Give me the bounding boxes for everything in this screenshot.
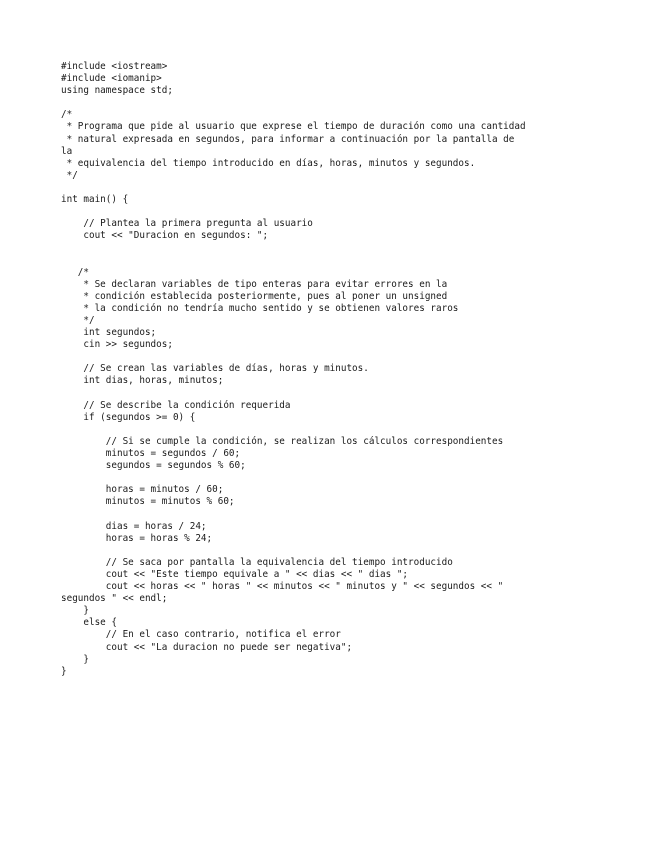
code-line: cout << "Duracion en segundos: ";	[61, 230, 269, 242]
code-line: else {	[61, 617, 117, 629]
code-line: minutos = segundos / 60;	[61, 448, 241, 459]
code-line: }	[61, 653, 89, 665]
code-line: horas = horas % 24;	[61, 532, 213, 544]
code-line: // Plantea la primera pregunta al usuario	[61, 218, 313, 230]
code-line: // Se crean las variables de días, horas y minutos.	[61, 363, 369, 375]
code-line	[61, 351, 526, 363]
code-line: int main() {	[61, 194, 129, 206]
code-line: using namespace std;	[61, 85, 173, 97]
code-line: */	[61, 169, 78, 181]
code-line: }	[61, 665, 67, 677]
code-line: int segundos;	[61, 327, 157, 339]
code-line: minutos = minutos % 60;	[61, 496, 235, 508]
code-line: // Se saca por pantalla la equivalencia del tiempo introducido	[61, 556, 453, 568]
code-line: }	[61, 605, 89, 617]
code-line: cin >> segundos;	[61, 339, 173, 351]
code-line: // En el caso contrario, notifica el error	[61, 629, 341, 641]
code-line	[61, 97, 526, 109]
code-listing	[61, 61, 526, 678]
code-line: * Programa que pide al usuario que exprese el tiempo de duración como una cantidad	[61, 121, 526, 133]
code-line: dias = horas / 24;	[61, 520, 207, 532]
code-line: #include <iostream>	[61, 61, 168, 72]
code-line: * condición establecida posteriormente, pues al poner un unsigned	[61, 290, 448, 302]
code-line: la	[61, 145, 73, 157]
code-line	[61, 508, 526, 520]
code-line: #include <iomanip>	[61, 73, 162, 85]
code-line	[61, 472, 526, 484]
code-line: horas = minutos / 60;	[61, 484, 224, 496]
code-line: cout << horas << " horas " << minutos << " minutos y " << segundos << "	[61, 581, 504, 593]
code-line: * natural expresada en segundos, para informar a continuación por la pantalla de	[61, 133, 515, 145]
code-line: /*	[61, 266, 89, 278]
code-line: * equivalencia del tiempo introducido en días, horas, minutos y segundos.	[61, 157, 476, 169]
code-line: int dias, horas, minutos;	[61, 375, 224, 387]
code-line: * la condición no tendría mucho sentido y se obtienen valores raros	[61, 302, 459, 314]
code-line	[61, 545, 526, 557]
code-line: cout << "La duracion no puede ser negativa";	[61, 641, 353, 653]
code-line	[61, 182, 526, 194]
code-line: if (segundos >= 0) {	[61, 411, 196, 423]
code-line	[61, 255, 526, 267]
code-line: // Si se cumple la condición, se realizan los cálculos correspondientes	[61, 435, 504, 447]
code-line: // Se describe la condición requerida	[61, 399, 291, 411]
code-line: */	[61, 314, 95, 326]
code-line	[61, 424, 526, 436]
code-line	[61, 242, 526, 254]
code-line: * Se declaran variables de tipo enteras para evitar errores en la	[61, 278, 448, 290]
code-line	[61, 206, 526, 218]
code-line: cout << "Este tiempo equivale a " << dias << " dias ";	[61, 568, 409, 580]
code-line: /*	[61, 109, 73, 121]
code-line: segundos = segundos % 60;	[61, 460, 246, 472]
code-line: segundos " << endl;	[61, 593, 168, 605]
code-line	[61, 388, 526, 400]
